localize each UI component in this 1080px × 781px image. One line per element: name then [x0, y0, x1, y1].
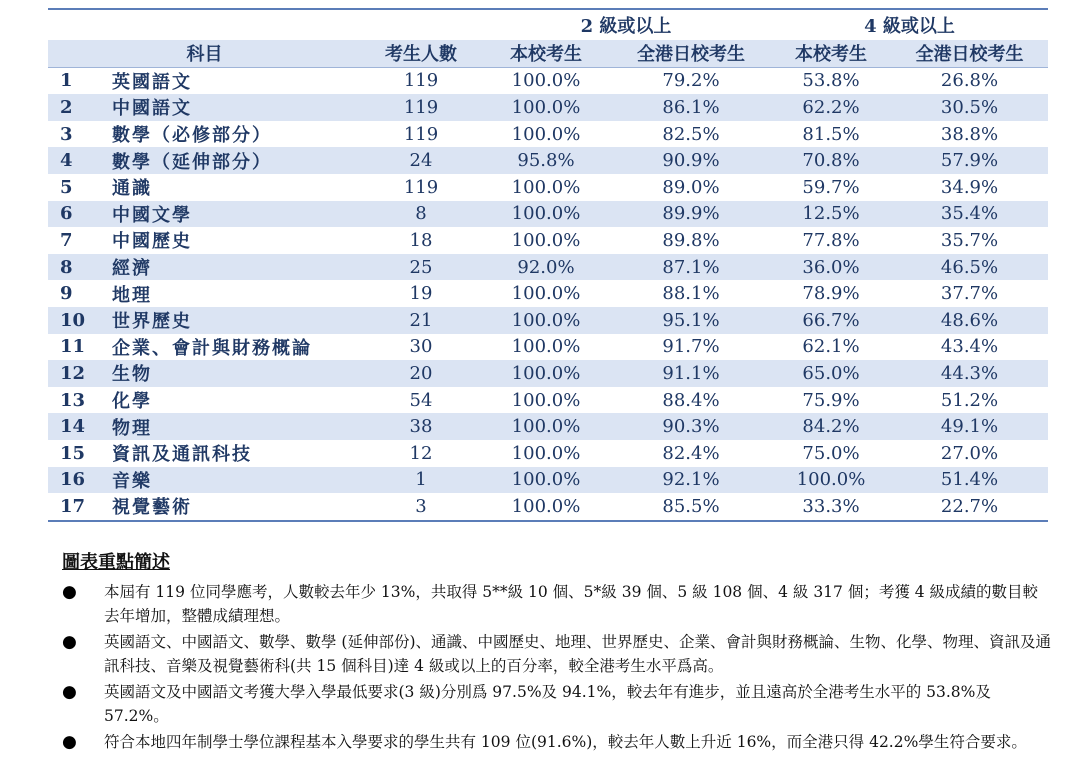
- table-row: [48, 174, 1048, 201]
- col-header-l4-hk: 全港日校考生: [891, 40, 1048, 67]
- row-l2-school: 95.8%: [481, 147, 611, 174]
- summary-bullet: [62, 730, 1052, 754]
- row-subject: 音樂: [108, 467, 361, 494]
- row-subject: 視覺藝術: [108, 493, 361, 521]
- summary-bullet: [62, 630, 1052, 678]
- row-number: 17: [48, 493, 108, 521]
- results-table: [48, 8, 1048, 522]
- row-number: 5: [60, 176, 73, 198]
- row-l4-hk: 57.9%: [891, 147, 1048, 174]
- row-number: 14: [48, 413, 108, 440]
- row-subject: 中國歷史: [112, 231, 192, 253]
- row-count: 119: [403, 70, 439, 92]
- row-l2-school: 100.0%: [481, 467, 611, 494]
- row-l2-hk: 88.1%: [662, 283, 720, 305]
- row-number: 8: [48, 254, 108, 281]
- row-l2-hk: 85.5%: [611, 493, 771, 521]
- row-l4-hk: 51.2%: [940, 389, 999, 411]
- table-row: [48, 387, 1048, 414]
- row-l2-school: 100.0%: [511, 442, 581, 464]
- bullet-dot-icon: ●: [62, 582, 77, 602]
- summary-bullet-text: 英國語文及中國語文考獲大學入學最低要求(3 級)分別爲 97.5%及 94.1%，較去年有進步，並且遠高於全港考生水平的 53.8%及 57.2%。: [104, 683, 991, 725]
- row-l4-school: 12.5%: [771, 201, 891, 228]
- row-l2-school: 100.0%: [511, 389, 581, 411]
- row-subject: 世界歷史: [108, 307, 361, 334]
- row-l2-hk: 88.4%: [662, 389, 720, 411]
- row-l4-school: 62.1%: [802, 336, 860, 358]
- summary-bullet: [62, 680, 1052, 728]
- table-row: [48, 201, 1048, 228]
- row-l4-school: 66.7%: [771, 307, 891, 334]
- row-number: 12: [48, 360, 108, 387]
- row-l2-hk: 89.8%: [662, 229, 720, 251]
- row-l2-hk: 87.1%: [611, 254, 771, 281]
- row-l4-hk: 51.4%: [891, 467, 1048, 494]
- row-l2-hk: 89.9%: [611, 201, 771, 228]
- row-l2-hk: 91.1%: [611, 360, 771, 387]
- row-subject: 化學: [112, 391, 152, 413]
- row-l4-school: 77.8%: [802, 229, 860, 251]
- row-number: 9: [60, 283, 73, 305]
- table-row: [48, 360, 1048, 387]
- table-row: [48, 94, 1048, 121]
- row-count: 20: [361, 360, 481, 387]
- row-l4-hk: 48.6%: [891, 307, 1048, 334]
- row-l4-school: 65.0%: [771, 360, 891, 387]
- row-l4-school: 36.0%: [771, 254, 891, 281]
- row-number: 7: [60, 229, 73, 251]
- row-l4-hk: 43.4%: [940, 336, 999, 358]
- row-l4-hk: 46.5%: [891, 254, 1048, 281]
- summary-bullet-text: 英國語文、中國語文、數學、數學 (延伸部份)、通識、中國歷史、地理、世界歷史、企業、會計與財務概論、生物、化學、物理、資訊及通訊科技、音樂及視覺藝術科(共 15 個科目)達 4 級或以上的百分率，較全港考生水平爲高。: [104, 633, 1052, 675]
- summary-title: 圖表重點簡述: [62, 552, 170, 573]
- row-l2-school: 100.0%: [511, 123, 581, 145]
- row-subject: 企業、會計與財務概論: [112, 337, 312, 359]
- row-count: 8: [361, 201, 481, 228]
- row-l2-hk: 90.9%: [611, 147, 771, 174]
- row-subject: 數學（延伸部分）: [108, 147, 361, 174]
- row-number: 2: [48, 94, 108, 121]
- row-l4-hk: 49.1%: [891, 413, 1048, 440]
- row-l2-school: 100.0%: [481, 493, 611, 521]
- row-l2-school: 100.0%: [481, 307, 611, 334]
- row-subject: 地理: [112, 284, 152, 306]
- row-l2-school: 100.0%: [511, 229, 581, 251]
- row-count: 30: [409, 336, 433, 358]
- row-l2-hk: 92.1%: [611, 467, 771, 494]
- row-number: 6: [48, 201, 108, 228]
- row-l4-school: 75.9%: [802, 389, 860, 411]
- row-count: 21: [361, 307, 481, 334]
- row-number: 13: [60, 389, 86, 411]
- row-l4-hk: 35.7%: [940, 229, 999, 251]
- bullet-dot-icon: ●: [62, 632, 77, 652]
- table-row: [48, 227, 1048, 254]
- row-l4-hk: 35.4%: [891, 201, 1048, 228]
- group-header-row: [48, 9, 1048, 40]
- row-l4-hk: 26.8%: [940, 70, 999, 92]
- table-row: [48, 493, 1048, 521]
- col-header-subject: 科目: [48, 40, 361, 67]
- row-count: 1: [361, 467, 481, 494]
- row-l4-school: 59.7%: [802, 176, 860, 198]
- table-row: [48, 440, 1048, 467]
- row-l2-school: 100.0%: [481, 94, 611, 121]
- group-header-level2: 2 級或以上: [481, 9, 771, 40]
- row-count: 54: [409, 389, 433, 411]
- summary-bullet: [62, 580, 1052, 628]
- row-subject: 數學（必修部分）: [112, 125, 272, 147]
- bullet-dot-icon: ●: [62, 732, 77, 752]
- row-l4-school: 78.9%: [802, 283, 860, 305]
- row-l2-school: 92.0%: [481, 254, 611, 281]
- row-l4-hk: 27.0%: [940, 442, 999, 464]
- row-l4-hk: 37.7%: [940, 283, 999, 305]
- bullet-dot-icon: ●: [62, 682, 77, 702]
- row-l4-hk: 44.3%: [891, 360, 1048, 387]
- row-l2-school: 100.0%: [481, 360, 611, 387]
- row-l2-school: 100.0%: [511, 176, 581, 198]
- row-count: 19: [409, 283, 433, 305]
- row-l4-school: 70.8%: [771, 147, 891, 174]
- row-l2-hk: 79.2%: [662, 70, 720, 92]
- row-subject: 經濟: [108, 254, 361, 281]
- table-row: [48, 467, 1048, 494]
- group-header-level4: 4 級或以上: [771, 9, 1048, 40]
- row-l2-school: 100.0%: [481, 201, 611, 228]
- row-number: 11: [60, 336, 86, 358]
- table-row: [48, 254, 1048, 281]
- row-l4-school: 75.0%: [802, 442, 860, 464]
- row-l2-hk: 90.3%: [611, 413, 771, 440]
- row-l2-hk: 82.4%: [662, 442, 720, 464]
- row-count: 38: [361, 413, 481, 440]
- summary-bullet-text: 本屆有 119 位同學應考，人數較去年少 13%，共取得 5**級 10 個、5*級 39 個、5 級 108 個、4 級 317 個；考獲 4 級成績的數目較去年增加，整體成績理想。: [104, 583, 1039, 625]
- row-l4-school: 84.2%: [771, 413, 891, 440]
- table-row: [48, 121, 1048, 148]
- row-count: 119: [361, 94, 481, 121]
- row-subject: 中國文學: [108, 201, 361, 228]
- col-header-l4-school: 本校考生: [771, 40, 891, 67]
- row-l4-school: 53.8%: [802, 70, 860, 92]
- summary-bullets: [62, 580, 1052, 754]
- row-number: 4: [48, 147, 108, 174]
- col-header-l2-hk: 全港日校考生: [611, 40, 771, 67]
- row-l2-hk: 82.5%: [662, 123, 720, 145]
- table-row: [48, 67, 1048, 94]
- row-count: 3: [361, 493, 481, 521]
- row-count: 24: [361, 147, 481, 174]
- row-l4-school: 81.5%: [802, 123, 860, 145]
- row-l4-school: 100.0%: [771, 467, 891, 494]
- row-subject: 英國語文: [112, 71, 192, 93]
- summary-section: [62, 548, 1052, 756]
- table-row: [48, 413, 1048, 440]
- row-l4-hk: 22.7%: [891, 493, 1048, 521]
- row-subject: 物理: [108, 413, 361, 440]
- row-l2-school: 100.0%: [511, 283, 581, 305]
- row-subject: 中國語文: [108, 94, 361, 121]
- col-header-l2-school: 本校考生: [481, 40, 611, 67]
- results-table-body: [48, 67, 1048, 521]
- row-number: 10: [48, 307, 108, 334]
- col-header-count: 考生人數: [361, 40, 481, 67]
- table-row: [48, 280, 1048, 307]
- row-l4-hk: 30.5%: [891, 94, 1048, 121]
- row-l4-hk: 38.8%: [940, 123, 999, 145]
- row-count: 119: [403, 176, 439, 198]
- results-table-container: [48, 8, 1048, 522]
- row-count: 12: [409, 442, 433, 464]
- row-count: 25: [361, 254, 481, 281]
- row-l4-hk: 34.9%: [940, 176, 999, 198]
- row-l2-hk: 95.1%: [611, 307, 771, 334]
- row-number: 15: [60, 442, 86, 464]
- row-l4-school: 33.3%: [771, 493, 891, 521]
- table-row: [48, 307, 1048, 334]
- row-count: 119: [403, 123, 439, 145]
- row-subject: 通識: [112, 178, 152, 200]
- row-l2-hk: 86.1%: [611, 94, 771, 121]
- summary-bullet-text: 符合本地四年制學士學位課程基本入學要求的學生共有 109 位(91.6%)，較去年人數上升近 16%，而全港只得 42.2%學生符合要求。: [104, 733, 1027, 751]
- row-number: 3: [60, 123, 73, 145]
- column-header-row: [48, 40, 1048, 67]
- row-number: 1: [60, 70, 73, 92]
- row-l2-school: 100.0%: [511, 70, 581, 92]
- row-l2-school: 100.0%: [481, 413, 611, 440]
- row-subject: 生物: [108, 360, 361, 387]
- row-l2-school: 100.0%: [511, 336, 581, 358]
- table-row: [48, 147, 1048, 174]
- row-l4-school: 62.2%: [771, 94, 891, 121]
- row-l2-hk: 91.7%: [662, 336, 720, 358]
- row-count: 18: [409, 229, 433, 251]
- row-l2-hk: 89.0%: [662, 176, 720, 198]
- row-subject: 資訊及通訊科技: [112, 444, 252, 466]
- row-number: 16: [48, 467, 108, 494]
- table-row: [48, 334, 1048, 361]
